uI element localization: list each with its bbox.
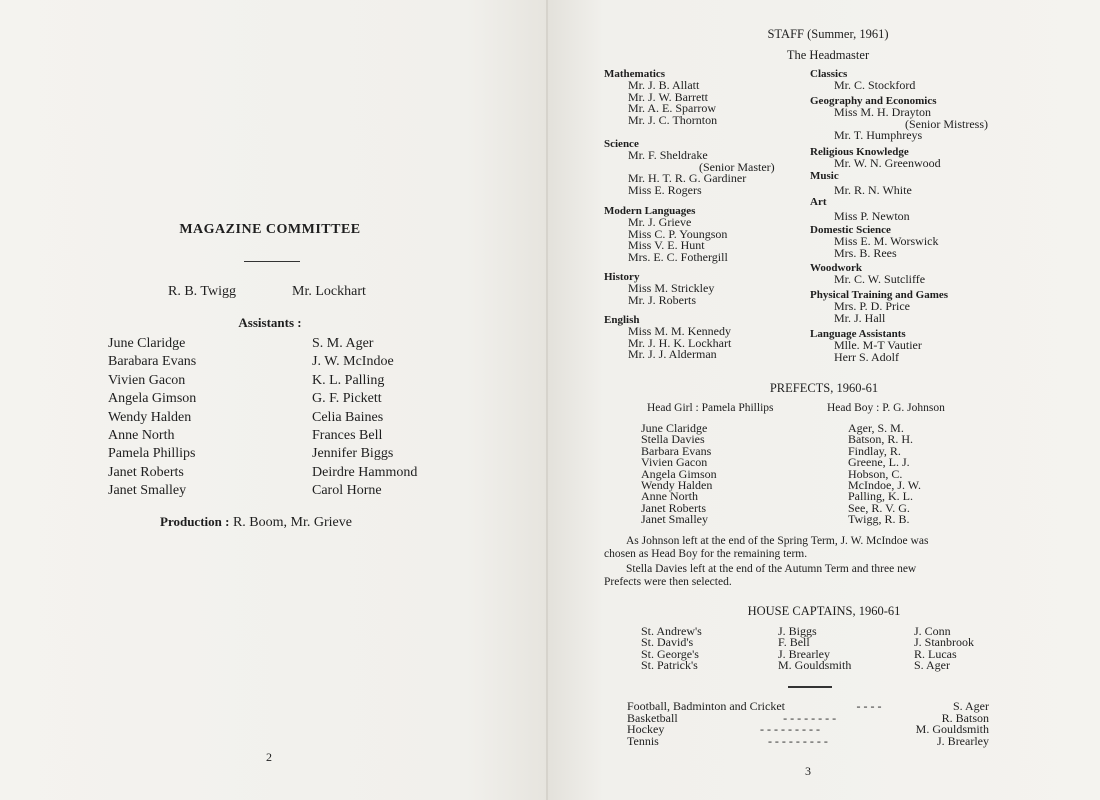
assistant-name: Vivien Gacon: [108, 372, 186, 388]
boy-captain: R. Lucas: [914, 646, 957, 661]
staff-name: Mr. C. W. Sutcliffe: [834, 272, 926, 287]
subject-heading: English: [604, 314, 640, 326]
leader-dashes: - - - -: [856, 699, 882, 713]
staff-name: Miss C. P. Youngson: [628, 226, 728, 241]
boy-prefects-list: [848, 423, 921, 526]
staff-group-religious: [810, 147, 941, 170]
house-captains-table: [641, 626, 974, 672]
prefect-name: Janet Smalley: [641, 512, 708, 527]
staff-group-music: [810, 171, 912, 197]
subject-heading: Language Assistants: [810, 328, 906, 340]
staff-name: Mr. J. Hall: [834, 310, 886, 325]
boy-captain: J. Conn: [914, 624, 951, 638]
subject-heading: Art: [810, 196, 827, 208]
prefects-note-1: [604, 535, 1074, 560]
girl-captain: M. Gouldsmith: [778, 658, 852, 673]
boy-captain: J. Stanbrook: [914, 635, 974, 650]
staff-role: (Senior Mistress): [905, 116, 988, 131]
staff-group-modern-languages: [604, 206, 728, 263]
assistants-column-2: [312, 335, 417, 501]
prefect-name: Anne North: [641, 489, 698, 504]
prefect-name: Ager, S. M.: [848, 421, 904, 435]
staff-group-classics: [810, 69, 915, 92]
page-number: 2: [266, 750, 272, 764]
subject-heading: History: [604, 271, 640, 283]
assistant-name: June Claridge: [108, 336, 186, 351]
subject-heading: Geography and Economics: [810, 95, 937, 107]
staff-name: Mrs. P. D. Price: [834, 299, 911, 314]
sports-captains-list: [627, 701, 989, 747]
leader-dashes: - - - - - - - - -: [760, 722, 820, 737]
prefect-name: Hobson, C.: [848, 466, 903, 481]
production-names: R. Boom, Mr. Grieve: [232, 515, 352, 530]
staff-name: Mr. F. Sheldrake: [628, 148, 708, 163]
staff-name: Herr S. Adolf: [834, 349, 899, 364]
sport-captain: J. Brearley: [937, 733, 989, 748]
staff-name: Mlle. M-T Vautier: [834, 338, 922, 353]
subject-heading: Domestic Science: [810, 224, 891, 236]
staff-name: Mr. A. E. Sparrow: [628, 101, 716, 116]
editor-name: R. B. Twigg: [168, 284, 236, 299]
staff-group-language-assistants: [810, 329, 922, 363]
house-captains-title: HOUSE CAPTAINS, 1960-61: [747, 604, 901, 618]
subject-heading: Woodwork: [810, 262, 862, 274]
staff-group-woodwork: [810, 263, 925, 286]
staff-name: Miss P. Newton: [834, 209, 910, 224]
assistant-name: Jennifer Biggs: [312, 446, 394, 462]
assistant-name: Wendy Halden: [108, 409, 192, 425]
staff-name: Miss M. Strickley: [628, 281, 715, 296]
sport-captain: S. Ager: [953, 699, 989, 713]
staff-name: Mr. J. Roberts: [628, 292, 697, 307]
production-credit: [160, 514, 352, 531]
prefect-name: Palling, K. L.: [848, 489, 913, 504]
prefect-name: McIndoe, J. W.: [848, 478, 921, 493]
prefects-note-2: [604, 563, 1074, 588]
prefect-name: Findlay, R.: [848, 443, 901, 458]
staff-group-art: [810, 197, 910, 223]
prefect-name: June Claridge: [641, 421, 708, 435]
prefect-name: Vivien Gacon: [641, 455, 708, 470]
production-label: Production :: [160, 514, 230, 529]
staff-name: Miss V. E. Hunt: [628, 238, 705, 253]
subject-heading: Music: [810, 170, 839, 182]
staff-name: Miss M. M. Kennedy: [628, 324, 732, 339]
staff-name: Miss E. M. Worswick: [834, 234, 939, 249]
magazine-committee-title: MAGAZINE COMMITTEE: [179, 222, 361, 237]
staff-name: Mrs. E. C. Fothergill: [628, 249, 728, 264]
headmaster-label: The Headmaster: [786, 48, 870, 62]
house-row: [641, 660, 974, 671]
staff-name: Mr. H. T. R. G. Gardiner: [628, 171, 747, 186]
assistant-name: G. F. Pickett: [312, 391, 382, 407]
assistant-name: S. M. Ager: [312, 336, 374, 351]
staff-name: Mr. J. B. Allatt: [628, 78, 700, 93]
prefect-name: Janet Roberts: [641, 500, 706, 515]
subject-heading: Mathematics: [604, 68, 666, 80]
staff-group-english: [604, 315, 731, 361]
sport-name: Basketball: [627, 710, 678, 725]
note-line: Prefects were then selected.: [604, 575, 732, 588]
title-divider: [244, 261, 300, 262]
staff-name: Mr. W. N. Greenwood: [834, 156, 941, 171]
girl-prefects-list: [641, 423, 717, 526]
prefect-name: See, R. V. G.: [848, 500, 910, 515]
prefect-name: Wendy Halden: [641, 478, 713, 493]
assistant-name: Celia Baines: [312, 409, 384, 425]
assistant-name: Janet Smalley: [108, 483, 187, 499]
assistants-column-1: [108, 335, 196, 501]
house-name: St. David's: [641, 635, 694, 650]
left-page: [0, 0, 548, 800]
section-divider: [788, 686, 832, 688]
sport-captain: R. Batson: [941, 710, 989, 725]
assistant-name: Janet Roberts: [108, 464, 184, 480]
sport-name: Tennis: [627, 733, 659, 748]
prefect-name: Barbara Evans: [641, 443, 712, 458]
house-name: St. George's: [641, 646, 699, 661]
assistant-name: Pamela Phillips: [108, 446, 196, 462]
page-number: 3: [805, 764, 811, 778]
girl-captain: F. Bell: [778, 635, 810, 650]
staff-group-geography: [810, 96, 988, 142]
girl-captain: J. Brearley: [778, 646, 830, 661]
house-name: St. Andrew's: [641, 624, 702, 638]
prefect-name: Greene, L. J.: [848, 455, 910, 470]
right-page: [548, 0, 1100, 800]
sport-row: [627, 733, 989, 748]
prefects-title: PREFECTS, 1960-61: [769, 381, 879, 395]
prefect-name: Batson, R. H.: [848, 432, 914, 447]
boy-captain: S. Ager: [914, 658, 950, 673]
assistant-name: Anne North: [108, 428, 175, 444]
sport-name: Hockey: [627, 722, 665, 737]
staff-group-mathematics: [604, 69, 717, 126]
subject-heading: Physical Training and Games: [810, 289, 949, 301]
assistant-name: J. W. McIndoe: [312, 354, 394, 370]
subject-heading: Modern Languages: [604, 205, 696, 217]
head-boy: Head Boy : P. G. Johnson: [827, 402, 945, 414]
staff-name: Mr. J. W. Barrett: [628, 89, 708, 104]
staff-title: STAFF (Summer, 1961): [767, 27, 889, 41]
leader-dashes: - - - - - - - -: [783, 710, 837, 725]
note-line: chosen as Head Boy for the remaining term.: [604, 547, 808, 560]
staff-name: Mr. C. Stockford: [834, 78, 916, 93]
house-name: St. Patrick's: [641, 658, 698, 673]
subject-heading: Classics: [810, 68, 848, 80]
girl-captain: J. Biggs: [778, 624, 817, 638]
staff-group-history: [604, 272, 714, 306]
staff-group-physical-training: [810, 290, 948, 324]
prefect-name: Angela Gimson: [641, 466, 717, 481]
assistant-name: Barabara Evans: [108, 354, 197, 370]
staff-name: Mr. J. H. K. Lockhart: [628, 335, 732, 350]
staff-name: Miss M. H. Drayton: [834, 105, 932, 120]
note-line: As Johnson left at the end of the Spring Term, J. W. McIndoe was: [626, 535, 929, 547]
staff-name: Mr. J. C. Thornton: [628, 112, 718, 127]
head-girl: Head Girl : Pamela Phillips: [647, 402, 774, 414]
leader-dashes: - - - - - - - - -: [767, 733, 828, 748]
assistant-name: K. L. Palling: [312, 372, 385, 388]
editor-name: Mr. Lockhart: [292, 284, 366, 299]
staff-name: Mr. J. Grieve: [628, 215, 692, 230]
subject-heading: Religious Knowledge: [810, 146, 909, 158]
assistants-label: Assistants :: [238, 315, 302, 330]
staff-name: Mrs. B. Rees: [834, 245, 897, 260]
subject-heading: Science: [604, 138, 639, 150]
staff-name: Mr. J. J. Alderman: [628, 347, 717, 362]
staff-group-science: [604, 139, 775, 196]
staff-role: (Senior Master): [699, 159, 775, 174]
prefect-name: Twigg, R. B.: [848, 512, 910, 527]
assistant-name: Angela Gimson: [108, 391, 197, 407]
staff-name: Miss E. Rogers: [628, 182, 702, 197]
assistant-name: Frances Bell: [312, 428, 383, 444]
note-line: Stella Davies left at the end of the Autumn Term and three new: [626, 563, 917, 575]
assistant-name: Carol Horne: [312, 483, 382, 499]
staff-name: Mr. R. N. White: [834, 183, 912, 198]
staff-name: Mr. T. Humphreys: [834, 128, 923, 143]
sport-captain: M. Gouldsmith: [915, 722, 989, 737]
prefect-name: Stella Davies: [641, 432, 705, 447]
staff-group-domestic-science: [810, 225, 938, 259]
assistant-name: Deirdre Hammond: [312, 464, 418, 480]
sport-name: Football, Badminton and Cricket: [627, 699, 785, 713]
